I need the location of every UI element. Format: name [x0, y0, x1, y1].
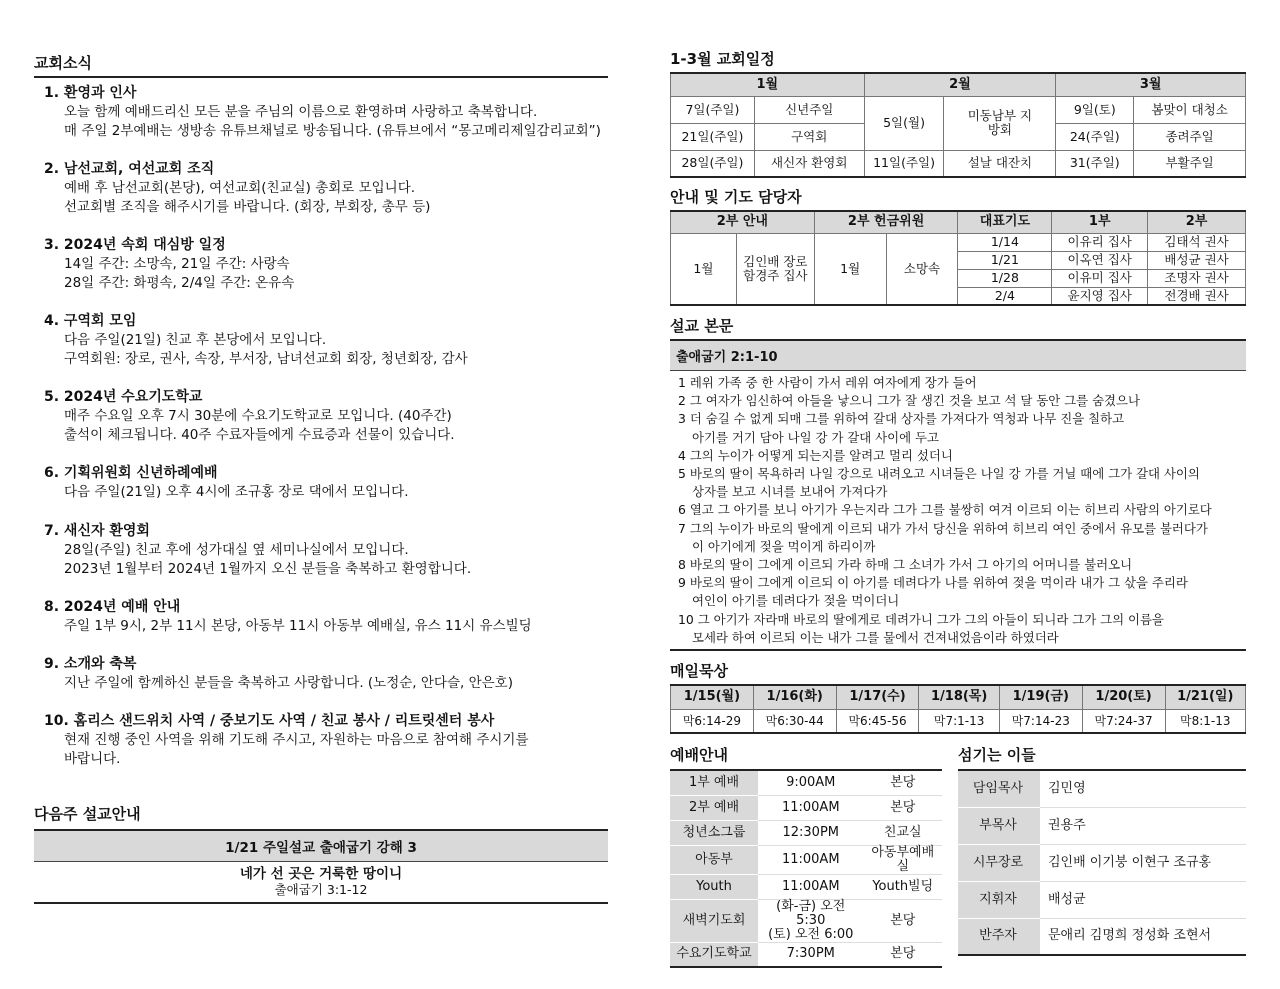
- staff-names: 배성균: [1040, 881, 1246, 918]
- news-item-line: 지난 주일에 함께하신 분들을 축복하고 사랑합니다. (노정순, 안다슬, 안은호): [64, 675, 513, 691]
- prayer-second: 김태석 권사: [1148, 233, 1246, 251]
- daily-title: 매일묵상: [670, 662, 728, 681]
- service-place: 본당: [864, 795, 942, 820]
- prayer-second: 전경배 권사: [1148, 287, 1246, 305]
- daily-reading: 막6:14-29: [671, 709, 754, 733]
- news-item-line: 선교회별 조직을 해주시기를 바랍니다. (회장, 부회장, 총무 등): [64, 199, 431, 215]
- news-item: [34, 84, 608, 141]
- daily-reading: 막6:45-56: [836, 709, 919, 733]
- prayer-first: 이유미 집사: [1052, 269, 1148, 287]
- schedule-event: 부활주일: [1134, 150, 1246, 177]
- news-item-line: 출석이 체크됩니다. 40주 수료자들에게 수료증과 선물이 있습니다.: [64, 427, 455, 443]
- news-item-line: 오늘 함께 예배드리신 모든 분을 주님의 이름으로 환영하며 사랑하고 축복합니다.: [64, 104, 538, 120]
- staff-role: 반주자: [958, 918, 1040, 955]
- news-item: [34, 598, 608, 636]
- schedule-date: 31(주일): [1056, 150, 1134, 177]
- news-item: [34, 712, 608, 769]
- daily-table: [670, 684, 1246, 734]
- prayer-header-lead: 대표기도: [958, 211, 1052, 233]
- news-item-line: 매 주일 2부예배는 생방송 유튜브채널로 방송됩니다. (유튜브에서 “몽고메리제일감리교회”): [64, 123, 601, 139]
- news-item-line: 다음 주일(21일) 친교 후 본당에서 모입니다.: [64, 332, 327, 348]
- prayer-header-first: 1부: [1052, 211, 1148, 233]
- verse-line: 10 그 아기가 자라매 바로의 딸에게로 데려가니 그가 그의 아들이 되니라 그가 그의 이름을: [678, 611, 1164, 627]
- verse-line: 5 바로의 딸이 목욕하러 나일 강으로 내려오고 시녀들은 나일 강 가를 거닐 때에 그가 갈대 사이의: [678, 466, 1200, 482]
- verse-line: 7 그의 누이가 바로의 딸에게 이르되 내가 가서 당신을 위하여 히브리 여인 중에서 유모를 불러다가: [678, 520, 1208, 536]
- schedule-event: 신년주일: [754, 96, 864, 123]
- prayer-month: 1월: [671, 233, 737, 305]
- service-name: 2부 예배: [670, 795, 758, 820]
- prayer-table: [670, 210, 1246, 306]
- staff-title: 섬기는 이들: [958, 746, 1036, 765]
- bottom-row: [670, 744, 1246, 984]
- right-column: [670, 48, 1246, 984]
- prayer-header-guide: 2부 안내: [671, 211, 815, 233]
- prayer-date: 1/21: [958, 251, 1052, 269]
- service-time: 9:00AM: [758, 770, 864, 795]
- news-item-line: 매주 수요일 오후 7시 30분에 수요기도학교로 모입니다. (40주간): [64, 408, 452, 424]
- prayer-second: 배성균 권사: [1148, 251, 1246, 269]
- service-time: 12:30PM: [758, 820, 864, 845]
- news-item-line: 다음 주일(21일) 오후 4시에 조규홍 장로 댁에서 모입니다.: [64, 484, 409, 500]
- news-item-title: 3. 2024년 속회 대심방 일정: [44, 237, 226, 253]
- daily-reading: 막7:1-13: [919, 709, 999, 733]
- schedule-title: 1-3월 교회일정: [670, 50, 775, 68]
- service-place: 본당: [864, 899, 942, 942]
- news-item-title: 2. 남선교회, 여선교회 조직: [44, 161, 215, 177]
- services-section: [670, 744, 942, 968]
- daily-day: 1/18(목): [919, 685, 999, 709]
- left-column: [34, 52, 608, 904]
- daily-reading: 막8:1-13: [1165, 709, 1246, 733]
- services-table: [670, 769, 942, 968]
- staff-names: 김인배 이기붕 이현구 조규홍: [1040, 844, 1246, 881]
- next-week-body: [34, 862, 608, 902]
- service-time: 11:00AM: [758, 795, 864, 820]
- staff-names: 김민영: [1040, 770, 1246, 807]
- daily-day: 1/15(월): [671, 685, 754, 709]
- verse-line: 아기를 거기 담아 나일 강 가 갈대 사이에 두고: [692, 429, 939, 445]
- next-week-title: 다음주 설교안내: [34, 805, 141, 823]
- service-time: 7:30PM: [758, 942, 864, 967]
- news-item-line: 구역회원: 장로, 권사, 속장, 부서장, 남녀선교회 회장, 청년회장, 감사: [64, 351, 468, 367]
- schedule-event: 미동남부 지방회: [944, 96, 1056, 150]
- prayer-second: 조명자 권사: [1148, 269, 1246, 287]
- verse-line: 1 레위 가족 중 한 사람이 가서 레위 여자에게 장가 들어: [678, 375, 977, 390]
- prayer-first: 윤지영 집사: [1052, 287, 1148, 305]
- month-header-jan: 1월: [671, 73, 865, 96]
- prayer-first: 이옥연 집사: [1052, 251, 1148, 269]
- sermon-verses: [670, 371, 1246, 651]
- staff-section: [958, 744, 1246, 956]
- news-item-title: 4. 구역회 모임: [44, 313, 137, 329]
- staff-names: 문애리 김명희 정성화 조현서: [1040, 918, 1246, 955]
- news-item-title: 9. 소개와 축복: [44, 656, 137, 672]
- verse-line: 4 그의 누이가 어떻게 되는지를 알려고 멀리 섰더니: [678, 447, 953, 463]
- news-item-line: 현재 진행 중인 사역을 위해 기도해 주시고, 자원하는 마음으로 참여해 주시기를: [64, 732, 529, 748]
- service-place: Youth빌딩: [864, 874, 942, 899]
- staff-table: [958, 769, 1246, 956]
- daily-day: 1/17(수): [836, 685, 919, 709]
- news-item: [34, 388, 608, 445]
- verse-line: 2 그 여자가 임신하여 아들을 낳으니 그가 잘 생긴 것을 보고 석 달 동안 그를 숨겼으나: [678, 393, 1140, 409]
- schedule-event: 설날 대잔치: [944, 150, 1056, 177]
- news-item-title: 7. 새신자 환영회: [44, 523, 150, 539]
- verse-line: 9 바로의 딸이 그에게 이르되 이 아기를 데려다가 나를 위하여 젖을 먹이라 내가 그 삯을 주리라: [678, 575, 1188, 591]
- staff-role: 담임목사: [958, 770, 1040, 807]
- verse-line: 8 바로의 딸이 그에게 이르되 가라 하매 그 소녀가 가서 그 아기의 어머니를 불러오니: [678, 557, 1133, 573]
- church-news-list: [34, 84, 608, 769]
- schedule-date: 11일(주일): [864, 150, 944, 177]
- verse-line: 여인이 아기를 데려다가 젖을 먹이더니: [692, 593, 900, 609]
- news-item-title: 6. 기획위원회 신년하례예배: [44, 465, 218, 481]
- schedule-date: 9일(토): [1056, 96, 1134, 123]
- next-week-sermon-title: 네가 선 곳은 거룩한 땅이니: [239, 866, 403, 882]
- sermon-title: 설교 본문: [670, 315, 1246, 341]
- staff-names: 권용주: [1040, 807, 1246, 844]
- staff-role: 지휘자: [958, 881, 1040, 918]
- verse-line: 3 더 숨길 수 없게 되매 그를 위하여 갈대 상자를 가져다가 역청과 나무 진을 칠하고: [678, 411, 1125, 427]
- offering-group: 소망속: [886, 233, 958, 305]
- news-item: [34, 312, 608, 369]
- prayer-date: 1/28: [958, 269, 1052, 287]
- verse-line: 6 열고 그 아기를 보니 아기가 우는지라 그가 그를 불쌍히 여겨 이르되 이는 히브리 사람의 아기로다: [678, 502, 1212, 518]
- verse-line: 이 아기에게 젖을 먹이게 하리이까: [692, 538, 876, 554]
- news-item-line: 주일 1부 9시, 2부 11시 본당, 아동부 11시 아동부 예배실, 유스 11시 유스빌딩: [64, 618, 532, 634]
- next-week-header: 1/21 주일설교 출애굽기 강해 3: [34, 831, 608, 862]
- schedule-event: 봄맞이 대청소: [1134, 96, 1246, 123]
- daily-day: 1/20(토): [1082, 685, 1165, 709]
- news-item-title: 8. 2024년 예배 안내: [44, 599, 181, 615]
- next-week-box: [34, 829, 608, 904]
- daily-day: 1/21(일): [1165, 685, 1246, 709]
- news-item-line: 14일 주간: 소망속, 21일 주간: 사랑속: [64, 256, 290, 272]
- news-item: [34, 236, 608, 293]
- news-item: [34, 522, 608, 579]
- service-place: 친교실: [864, 820, 942, 845]
- news-item-title: 1. 환영과 인사: [44, 85, 137, 101]
- service-place: 아동부예배실: [864, 845, 942, 874]
- news-item: [34, 160, 608, 217]
- daily-reading: 막7:14-23: [999, 709, 1082, 733]
- daily-reading: 막6:30-44: [753, 709, 836, 733]
- schedule-event: 구역회: [754, 123, 864, 150]
- verse-line: 모세라 하여 이르되 이는 내가 그를 물에서 건져내었음이라 하였더라: [692, 629, 1059, 645]
- service-name: 청년소그룹: [670, 820, 758, 845]
- service-name: 새벽기도회: [670, 899, 758, 942]
- service-time: 11:00AM: [758, 845, 864, 874]
- staff-role: 시무장로: [958, 844, 1040, 881]
- schedule-date: 7일(주일): [671, 96, 755, 123]
- service-name: Youth: [670, 874, 758, 899]
- prayer-guides: 김인배 장로 함경주 집사: [736, 233, 814, 305]
- sermon-reference: 출애굽기 2:1-10: [670, 341, 1246, 371]
- month-header-mar: 3월: [1056, 73, 1246, 96]
- service-time: 11:00AM: [758, 874, 864, 899]
- news-item: [34, 655, 608, 693]
- daily-day: 1/16(화): [753, 685, 836, 709]
- services-title: 예배안내: [670, 746, 728, 765]
- service-name: 수요기도학교: [670, 942, 758, 967]
- prayer-header-offering: 2부 헌금위원: [814, 211, 958, 233]
- service-place: 본당: [864, 770, 942, 795]
- offering-month: 1월: [814, 233, 886, 305]
- news-item-line: 바랍니다.: [64, 751, 121, 767]
- staff-role: 부목사: [958, 807, 1040, 844]
- service-name: 아동부: [670, 845, 758, 874]
- prayer-date: 1/14: [958, 233, 1052, 251]
- schedule-date: 28일(주일): [671, 150, 755, 177]
- schedule-date: 5일(월): [864, 96, 944, 150]
- news-item-title: 10. 홈리스 샌드위치 사역 / 중보기도 사역 / 친교 봉사 / 리트릿센터 봉사: [44, 713, 495, 729]
- news-item-line: 28일(주일) 친교 후에 성가대실 옆 세미나실에서 모입니다.: [64, 542, 409, 558]
- schedule-event: 새신자 환영회: [754, 150, 864, 177]
- month-header-feb: 2월: [864, 73, 1056, 96]
- service-name: 1부 예배: [670, 770, 758, 795]
- service-time: (토) 오전 6:00: [768, 926, 854, 942]
- prayer-header-second: 2부: [1148, 211, 1246, 233]
- service-time: (화-금) 오전 5:30: [776, 898, 846, 928]
- schedule-table: [670, 72, 1246, 178]
- prayer-title: 안내 및 기도 담당자: [670, 188, 802, 206]
- verse-line: 상자를 보고 시녀를 보내어 가져다가: [692, 484, 888, 500]
- news-item-line: 예배 후 남선교회(본당), 여선교회(친교실) 총회로 모입니다.: [64, 180, 416, 196]
- service-place: 본당: [864, 942, 942, 967]
- daily-reading: 막7:24-37: [1082, 709, 1165, 733]
- prayer-first: 이유리 집사: [1052, 233, 1148, 251]
- news-item-title: 5. 2024년 수요기도학교: [44, 389, 203, 405]
- schedule-date: 24(주일): [1056, 123, 1134, 150]
- church-news-title: 교회소식: [34, 52, 608, 78]
- schedule-event: 종려주일: [1134, 123, 1246, 150]
- news-item-line: 2023년 1월부터 2024년 1월까지 오신 분들을 축복하고 환영합니다.: [64, 561, 472, 577]
- news-item: [34, 464, 608, 502]
- next-week-scripture: 출애굽기 3:1-12: [274, 882, 368, 897]
- daily-day: 1/19(금): [999, 685, 1082, 709]
- prayer-date: 2/4: [958, 287, 1052, 305]
- service-time-block: [758, 899, 864, 942]
- news-item-line: 28일 주간: 화평속, 2/4일 주간: 온유속: [64, 275, 295, 291]
- schedule-date: 21일(주일): [671, 123, 755, 150]
